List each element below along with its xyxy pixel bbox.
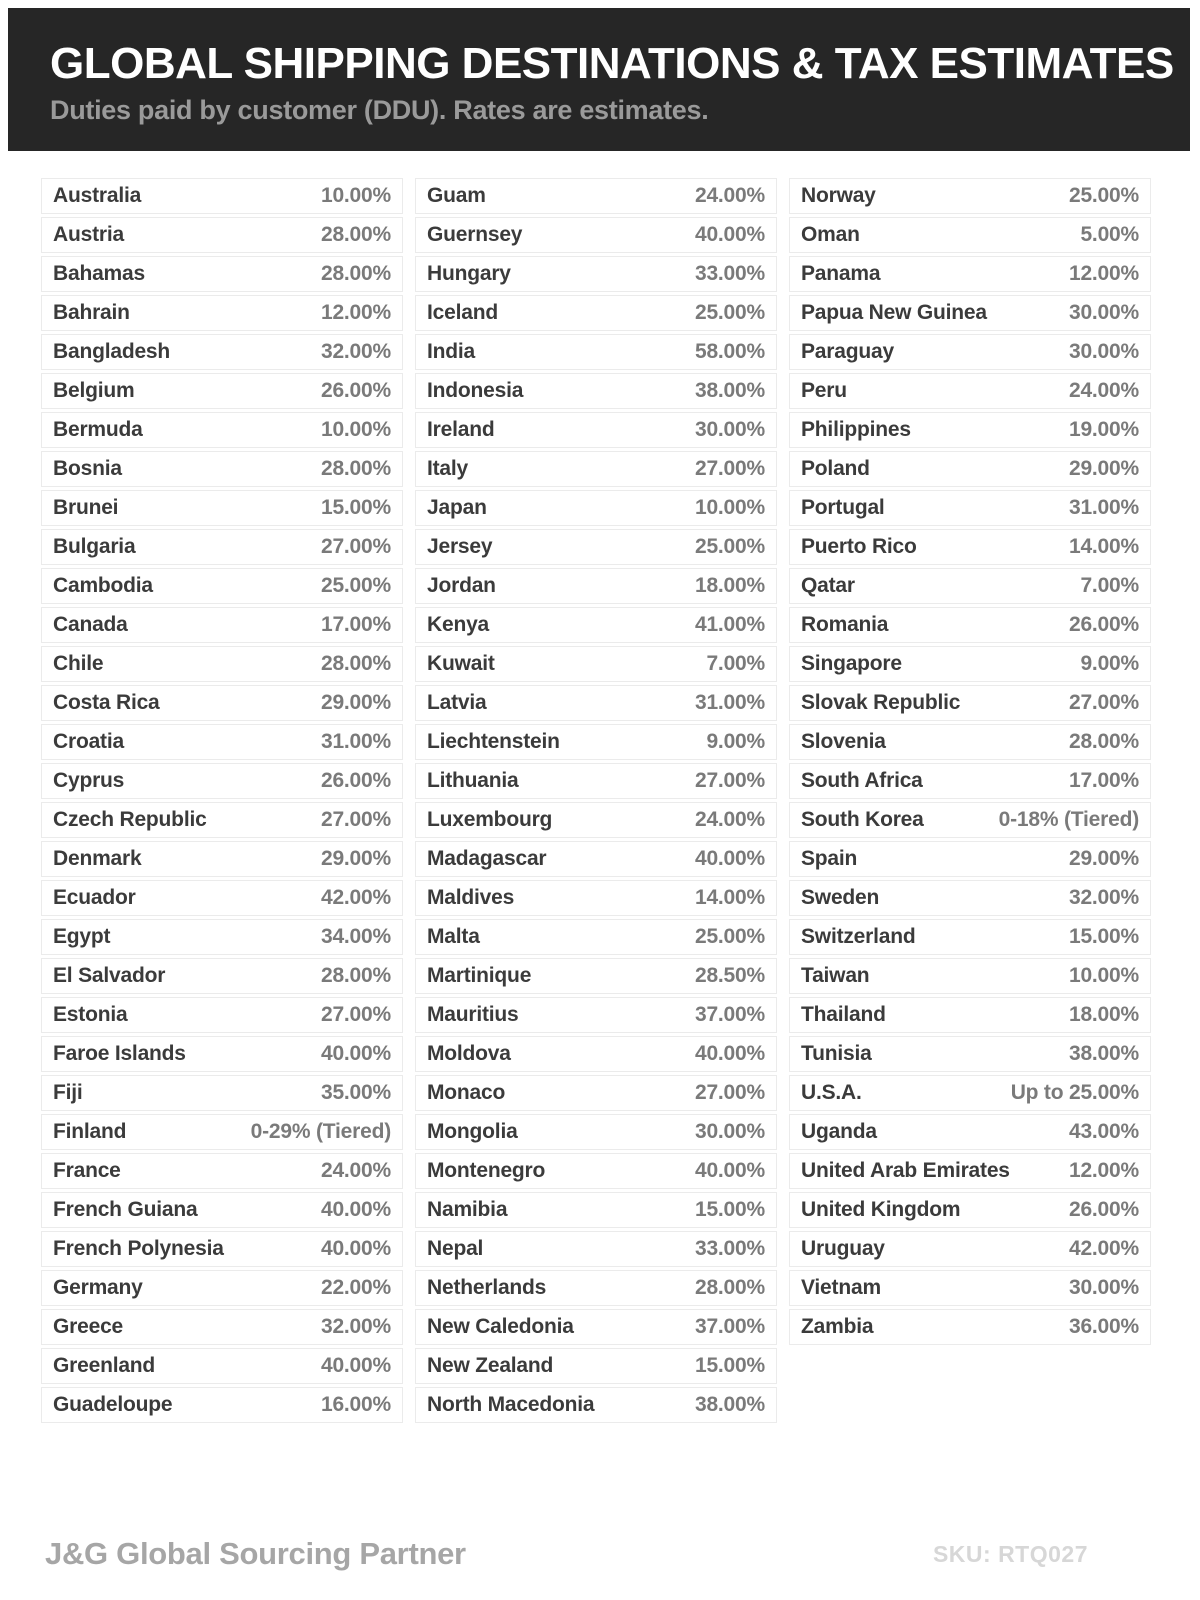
table-row: [41, 1036, 403, 1072]
tax-rate-value: 31.00%: [694, 691, 765, 714]
country-name: South Africa: [801, 769, 923, 792]
country-name: Ecuador: [53, 886, 136, 909]
tax-rate-value: 24.00%: [320, 1159, 391, 1182]
country-name: Indonesia: [427, 379, 524, 402]
table-row: [789, 217, 1151, 253]
country-name: Romania: [801, 613, 889, 636]
table-column-2: [415, 178, 777, 1426]
tax-rate-value: 27.00%: [694, 457, 765, 480]
table-row: [415, 1153, 777, 1189]
tax-rate-value: 58.00%: [694, 340, 765, 363]
country-name: Norway: [801, 184, 876, 207]
tax-rate-value: 12.00%: [1068, 1159, 1139, 1182]
tax-rate-value: 28.00%: [694, 1276, 765, 1299]
country-name: Czech Republic: [53, 808, 207, 831]
country-name: Fiji: [53, 1081, 83, 1104]
country-name: Tunisia: [801, 1042, 872, 1065]
tax-rate-value: 12.00%: [1068, 262, 1139, 285]
country-name: Malta: [427, 925, 480, 948]
brand-name: J&G Global Sourcing Partner: [45, 1536, 466, 1571]
table-row: [415, 334, 777, 370]
table-row: [41, 685, 403, 721]
table-row: [415, 958, 777, 994]
country-name: Papua New Guinea: [801, 301, 987, 324]
country-name: Moldova: [427, 1042, 511, 1065]
tax-rate-value: 38.00%: [1068, 1042, 1139, 1065]
table-row: [41, 724, 403, 760]
table-row: [789, 1075, 1151, 1111]
tax-rate-value: 40.00%: [320, 1198, 391, 1221]
table-row: [41, 997, 403, 1033]
table-column-3: [789, 178, 1151, 1348]
tax-rate-value: 38.00%: [694, 1393, 765, 1416]
table-row: [789, 412, 1151, 448]
country-name: Martinique: [427, 964, 532, 987]
tax-rate-value: 28.00%: [320, 457, 391, 480]
country-name: Sweden: [801, 886, 880, 909]
table-row: [789, 646, 1151, 682]
table-row: [41, 529, 403, 565]
tax-rate-value: 18.00%: [694, 574, 765, 597]
table-row: [41, 373, 403, 409]
country-name: Slovenia: [801, 730, 886, 753]
table-row: [41, 1309, 403, 1345]
country-name: Panama: [801, 262, 881, 285]
country-name: Peru: [801, 379, 847, 402]
country-name: Spain: [801, 847, 858, 870]
country-name: Brunei: [53, 496, 119, 519]
country-name: Bulgaria: [53, 535, 136, 558]
country-name: Puerto Rico: [801, 535, 917, 558]
table-row: [41, 1348, 403, 1384]
country-name: Iceland: [427, 301, 498, 324]
tax-rate-value: 27.00%: [320, 1003, 391, 1026]
country-name: Taiwan: [801, 964, 870, 987]
tax-rate-value: 18.00%: [1068, 1003, 1139, 1026]
tax-rate-value: 29.00%: [1068, 457, 1139, 480]
table-row: [415, 1309, 777, 1345]
table-row: [415, 802, 777, 838]
tax-rate-value: 7.00%: [706, 652, 765, 675]
tax-rate-value: 28.00%: [320, 262, 391, 285]
country-name: Poland: [801, 457, 870, 480]
tax-rate-value: 16.00%: [320, 1393, 391, 1416]
table-row: [415, 646, 777, 682]
tax-rate-value: 33.00%: [694, 1237, 765, 1260]
table-row: [415, 217, 777, 253]
table-row: [789, 1309, 1151, 1345]
country-name: Australia: [53, 184, 142, 207]
table-row: [789, 1192, 1151, 1228]
country-name: North Macedonia: [427, 1393, 595, 1416]
tax-rate-value: 28.00%: [320, 964, 391, 987]
tax-rate-value: 40.00%: [694, 847, 765, 870]
table-row: [41, 646, 403, 682]
tax-rate-value: 29.00%: [320, 847, 391, 870]
country-name: Cyprus: [53, 769, 125, 792]
country-name: Greece: [53, 1315, 124, 1338]
tax-rate-value: 10.00%: [320, 184, 391, 207]
table-row: [415, 880, 777, 916]
country-name: Kuwait: [427, 652, 495, 675]
tax-rate-value: 26.00%: [320, 379, 391, 402]
tax-rate-value: 15.00%: [1068, 925, 1139, 948]
country-name: Faroe Islands: [53, 1042, 186, 1065]
table-row: [415, 373, 777, 409]
country-name: Portugal: [801, 496, 885, 519]
tax-rate-value: 30.00%: [1068, 1276, 1139, 1299]
tax-rate-value: Up to 25.00%: [1010, 1081, 1139, 1104]
country-name: Austria: [53, 223, 124, 246]
table-row: [415, 295, 777, 331]
country-name: Kenya: [427, 613, 490, 636]
tax-rate-value: 10.00%: [1068, 964, 1139, 987]
country-name: Nepal: [427, 1237, 484, 1260]
tax-rate-value: 24.00%: [694, 808, 765, 831]
country-name: Denmark: [53, 847, 142, 870]
tax-rate-value: 25.00%: [694, 925, 765, 948]
table-row: [415, 412, 777, 448]
country-name: Uruguay: [801, 1237, 885, 1260]
country-name: El Salvador: [53, 964, 166, 987]
tax-rate-value: 10.00%: [320, 418, 391, 441]
country-name: Jersey: [427, 535, 493, 558]
tax-rate-value: 35.00%: [320, 1081, 391, 1104]
table-row: [41, 490, 403, 526]
country-name: Chile: [53, 652, 104, 675]
table-row: [415, 1270, 777, 1306]
table-row: [789, 1153, 1151, 1189]
country-name: Lithuania: [427, 769, 519, 792]
tax-rate-value: 34.00%: [320, 925, 391, 948]
tax-rate-value: 37.00%: [694, 1003, 765, 1026]
tax-rate-value: 27.00%: [320, 535, 391, 558]
country-name: Philippines: [801, 418, 911, 441]
table-row: [415, 178, 777, 214]
table-row: [789, 568, 1151, 604]
table-row: [789, 451, 1151, 487]
table-row: [41, 451, 403, 487]
tax-rate-value: 40.00%: [320, 1237, 391, 1260]
table-column-1: [41, 178, 403, 1426]
country-name: Vietnam: [801, 1276, 881, 1299]
table-row: [789, 1231, 1151, 1267]
country-name: Japan: [427, 496, 487, 519]
page-subtitle: Duties paid by customer (DDU). Rates are estimates.: [50, 95, 709, 125]
table-row: [415, 451, 777, 487]
country-name: Qatar: [801, 574, 855, 597]
table-row: [41, 1270, 403, 1306]
country-name: Mauritius: [427, 1003, 519, 1026]
tax-rate-value: 24.00%: [694, 184, 765, 207]
table-row: [415, 1075, 777, 1111]
tax-rate-value: 0-18% (Tiered): [998, 808, 1139, 831]
table-row: [789, 490, 1151, 526]
table-row: [41, 568, 403, 604]
page-title: GLOBAL SHIPPING DESTINATIONS & TAX ESTIMATES: [50, 39, 1174, 88]
country-name: Germany: [53, 1276, 143, 1299]
table-row: [789, 802, 1151, 838]
tax-rate-value: 38.00%: [694, 379, 765, 402]
country-name: South Korea: [801, 808, 924, 831]
table-row: [41, 334, 403, 370]
tax-rate-value: 29.00%: [1068, 847, 1139, 870]
tax-rate-value: 15.00%: [694, 1354, 765, 1377]
country-name: Maldives: [427, 886, 515, 909]
table-row: [415, 1231, 777, 1267]
tax-rate-value: 40.00%: [694, 1042, 765, 1065]
table-row: [415, 1348, 777, 1384]
table-row: [415, 1387, 777, 1423]
tax-rate-value: 25.00%: [320, 574, 391, 597]
table-row: [415, 1192, 777, 1228]
tax-rate-value: 17.00%: [320, 613, 391, 636]
country-name: Finland: [53, 1120, 127, 1143]
table-row: [415, 763, 777, 799]
country-name: Guernsey: [427, 223, 523, 246]
table-row: [41, 763, 403, 799]
table-row: [789, 763, 1151, 799]
tax-rate-value: 30.00%: [694, 418, 765, 441]
table-row: [789, 529, 1151, 565]
table-row: [789, 256, 1151, 292]
tax-rate-value: 27.00%: [320, 808, 391, 831]
tax-rate-value: 17.00%: [1068, 769, 1139, 792]
table-row: [415, 841, 777, 877]
tax-rate-value: 10.00%: [694, 496, 765, 519]
tax-rate-value: 27.00%: [1068, 691, 1139, 714]
table-row: [41, 1114, 403, 1150]
tax-rate-value: 43.00%: [1068, 1120, 1139, 1143]
country-name: Monaco: [427, 1081, 506, 1104]
table-row: [789, 685, 1151, 721]
table-row: [789, 724, 1151, 760]
tax-rate-value: 5.00%: [1080, 223, 1139, 246]
table-row: [41, 841, 403, 877]
country-name: Zambia: [801, 1315, 874, 1338]
tax-rate-value: 7.00%: [1080, 574, 1139, 597]
country-name: Jordan: [427, 574, 496, 597]
table-row: [415, 1114, 777, 1150]
country-name: Ireland: [427, 418, 495, 441]
table-row: [415, 529, 777, 565]
tax-rate-value: 26.00%: [320, 769, 391, 792]
country-name: United Kingdom: [801, 1198, 961, 1221]
table-row: [415, 685, 777, 721]
country-name: Bangladesh: [53, 340, 171, 363]
country-name: Thailand: [801, 1003, 886, 1026]
tax-rate-value: 37.00%: [694, 1315, 765, 1338]
tax-rate-value: 27.00%: [694, 1081, 765, 1104]
table-row: [415, 256, 777, 292]
table-row: [41, 217, 403, 253]
table-row: [41, 1075, 403, 1111]
tax-rate-value: 40.00%: [320, 1354, 391, 1377]
table-row: [41, 412, 403, 448]
tax-rate-value: 19.00%: [1068, 418, 1139, 441]
table-row: [41, 1192, 403, 1228]
table-row: [789, 919, 1151, 955]
country-name: Paraguay: [801, 340, 894, 363]
country-name: Latvia: [427, 691, 487, 714]
table-row: [789, 1270, 1151, 1306]
table-row: [415, 568, 777, 604]
tax-rate-table: [41, 178, 1151, 1426]
table-row: [41, 1231, 403, 1267]
country-name: French Polynesia: [53, 1237, 224, 1260]
tax-rate-value: 42.00%: [1068, 1237, 1139, 1260]
country-name: Netherlands: [427, 1276, 547, 1299]
table-row: [41, 1387, 403, 1423]
table-row: [41, 1153, 403, 1189]
country-name: Mongolia: [427, 1120, 518, 1143]
country-name: Uganda: [801, 1120, 877, 1143]
tax-rate-value: 12.00%: [320, 301, 391, 324]
table-row: [415, 490, 777, 526]
tax-rate-value: 14.00%: [1068, 535, 1139, 558]
header-banner: [8, 8, 1190, 151]
country-name: Namibia: [427, 1198, 508, 1221]
table-row: [41, 919, 403, 955]
table-row: [415, 724, 777, 760]
country-name: Croatia: [53, 730, 124, 753]
tax-rate-value: 33.00%: [694, 262, 765, 285]
table-row: [415, 919, 777, 955]
table-row: [789, 997, 1151, 1033]
country-name: New Caledonia: [427, 1315, 574, 1338]
tax-rate-value: 22.00%: [320, 1276, 391, 1299]
country-name: Italy: [427, 457, 469, 480]
table-row: [415, 1036, 777, 1072]
country-name: Singapore: [801, 652, 902, 675]
tax-rate-value: 25.00%: [694, 535, 765, 558]
table-row: [41, 295, 403, 331]
table-row: [415, 607, 777, 643]
country-name: Costa Rica: [53, 691, 160, 714]
table-row: [789, 880, 1151, 916]
tax-rate-value: 26.00%: [1068, 1198, 1139, 1221]
tax-rate-value: 15.00%: [694, 1198, 765, 1221]
country-name: Guadeloupe: [53, 1393, 173, 1416]
tax-rate-value: 30.00%: [1068, 301, 1139, 324]
country-name: Montenegro: [427, 1159, 546, 1182]
country-name: New Zealand: [427, 1354, 554, 1377]
table-row: [789, 1036, 1151, 1072]
table-row: [789, 334, 1151, 370]
country-name: French Guiana: [53, 1198, 198, 1221]
country-name: Slovak Republic: [801, 691, 961, 714]
tax-rate-value: 32.00%: [1068, 886, 1139, 909]
tax-rate-value: 32.00%: [320, 340, 391, 363]
table-row: [41, 880, 403, 916]
country-name: Greenland: [53, 1354, 156, 1377]
tax-rate-value: 24.00%: [1068, 379, 1139, 402]
country-name: Luxembourg: [427, 808, 553, 831]
tax-rate-value: 31.00%: [1068, 496, 1139, 519]
country-name: Bermuda: [53, 418, 143, 441]
tax-rate-value: 30.00%: [694, 1120, 765, 1143]
country-name: Bahrain: [53, 301, 130, 324]
country-name: Liechtenstein: [427, 730, 560, 753]
country-name: Egypt: [53, 925, 111, 948]
table-row: [789, 841, 1151, 877]
tax-rate-value: 28.00%: [320, 223, 391, 246]
country-name: Belgium: [53, 379, 135, 402]
country-name: Bahamas: [53, 262, 145, 285]
country-name: Cambodia: [53, 574, 153, 597]
tax-rate-value: 25.00%: [694, 301, 765, 324]
table-row: [41, 958, 403, 994]
tax-rate-value: 28.50%: [694, 964, 765, 987]
country-name: France: [53, 1159, 121, 1182]
sku-label: SKU: RTQ027: [932, 1540, 1088, 1567]
country-name: U.S.A.: [801, 1081, 862, 1104]
tax-rate-value: 26.00%: [1068, 613, 1139, 636]
tax-rate-value: 40.00%: [694, 1159, 765, 1182]
table-row: [415, 997, 777, 1033]
table-row: [789, 178, 1151, 214]
tax-rate-value: 14.00%: [694, 886, 765, 909]
tax-rate-value: 29.00%: [320, 691, 391, 714]
tax-rate-value: 32.00%: [320, 1315, 391, 1338]
tax-rate-value: 30.00%: [1068, 340, 1139, 363]
country-name: Oman: [801, 223, 860, 246]
country-name: Bosnia: [53, 457, 122, 480]
tax-rate-value: 40.00%: [694, 223, 765, 246]
table-row: [41, 256, 403, 292]
tax-rate-value: 41.00%: [694, 613, 765, 636]
table-row: [789, 958, 1151, 994]
table-row: [789, 373, 1151, 409]
country-name: Hungary: [427, 262, 511, 285]
country-name: Switzerland: [801, 925, 916, 948]
tax-rate-value: 0-29% (Tiered): [250, 1120, 391, 1143]
tax-rate-value: 27.00%: [694, 769, 765, 792]
tax-rate-value: 9.00%: [706, 730, 765, 753]
tax-rate-value: 28.00%: [320, 652, 391, 675]
tax-rate-value: 28.00%: [1068, 730, 1139, 753]
page-footer: [45, 1536, 1088, 1572]
tax-rate-value: 9.00%: [1080, 652, 1139, 675]
tax-rate-value: 31.00%: [320, 730, 391, 753]
country-name: India: [427, 340, 476, 363]
tax-rate-value: 15.00%: [320, 496, 391, 519]
table-row: [789, 1114, 1151, 1150]
tax-rate-value: 25.00%: [1068, 184, 1139, 207]
tax-rate-value: 40.00%: [320, 1042, 391, 1065]
country-name: Canada: [53, 613, 128, 636]
table-row: [41, 178, 403, 214]
table-row: [41, 607, 403, 643]
country-name: United Arab Emirates: [801, 1159, 1010, 1182]
tax-rate-value: 42.00%: [320, 886, 391, 909]
country-name: Estonia: [53, 1003, 128, 1026]
country-name: Guam: [427, 184, 486, 207]
tax-rate-value: 36.00%: [1068, 1315, 1139, 1338]
table-row: [789, 607, 1151, 643]
country-name: Madagascar: [427, 847, 547, 870]
table-row: [789, 295, 1151, 331]
table-row: [41, 802, 403, 838]
